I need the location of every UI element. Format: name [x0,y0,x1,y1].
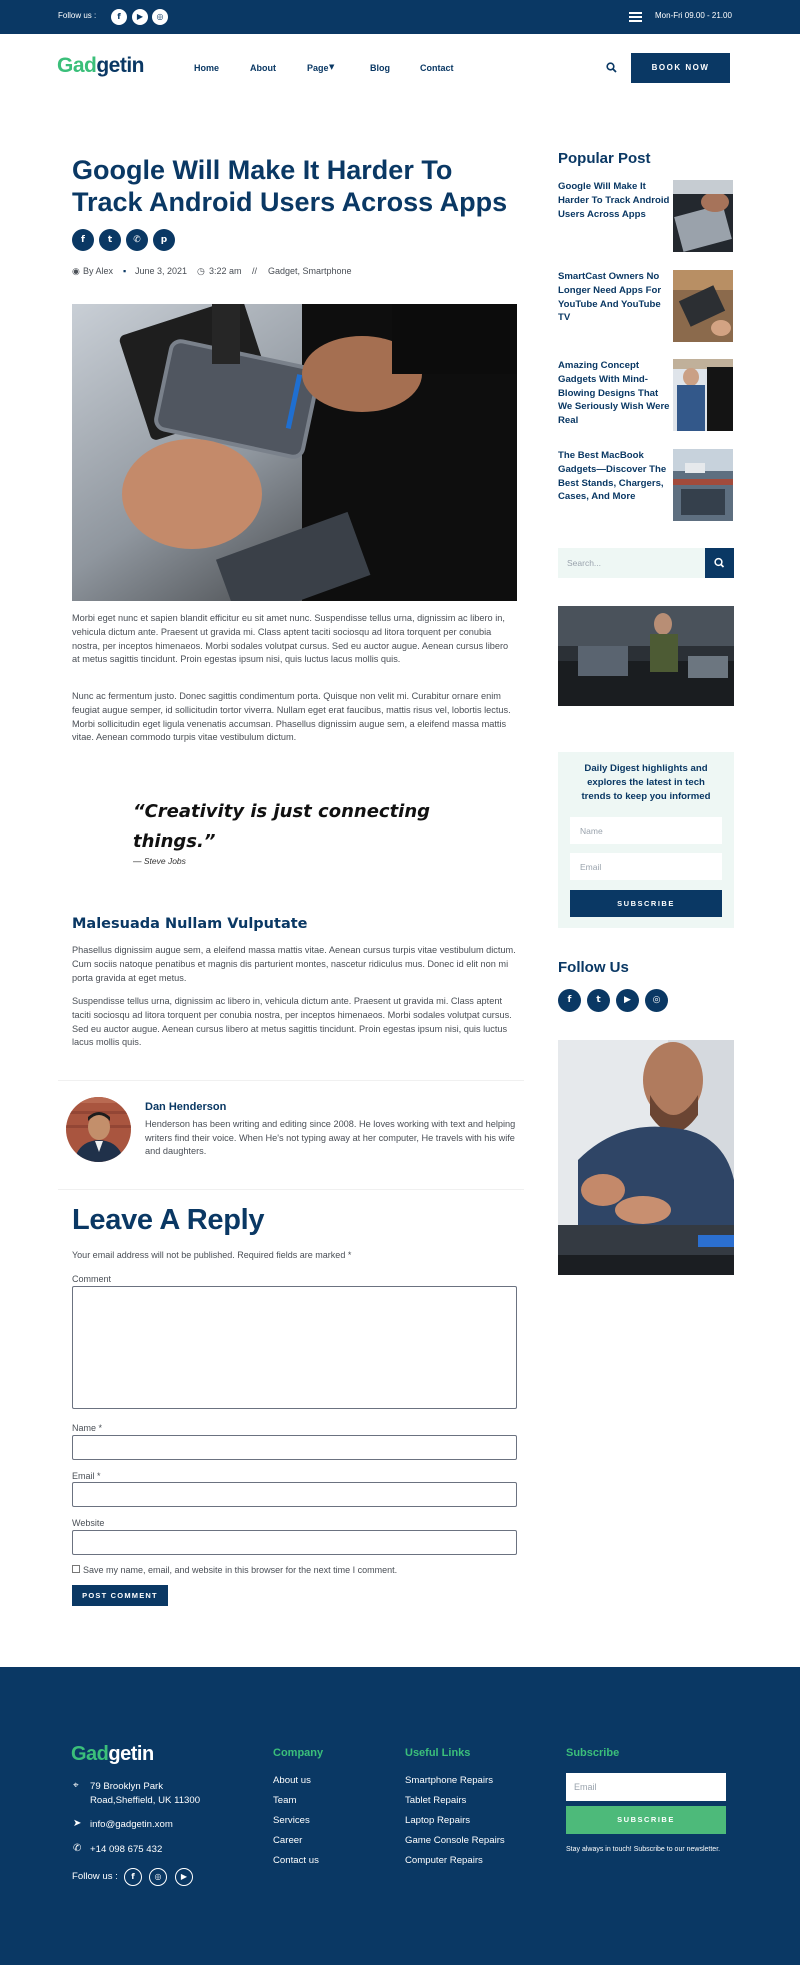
company-heading: Company [273,1747,324,1759]
name-input[interactable] [72,1435,517,1460]
post-paragraph: Phasellus dignissim augue sem, a eleifend massa mattis vitae. Aenean cursus turpis vitae vestibulum dictum. Cum sociis natoque penatibus et magnis dis parturient montes, nascetur ridiculus mus. Donec id elit non mi porta gravida at eget metus. [72,945,516,983]
footer-subscribe-button[interactable]: SUBSCRIBE [566,1806,726,1834]
footer-logo[interactable] [71,1743,154,1766]
name-label: Name * [72,1423,103,1433]
author-name[interactable]: Dan Henderson [145,1101,227,1113]
popular-post-thumbnail[interactable] [673,449,733,521]
footer-follow-label: Follow us : [72,1871,118,1882]
post-paragraph: Suspendisse tellus urna, dignissim ac libero in, vehicula dictum ante. Praesent ut gravida mi. Class aptent taciti sociosqu ad litora torquent per conubia nostra, per inceptos himenaeos. Morbi sodales volutpat cursus. Sed eu auctor augue. Aenean cursus libero at metus sagittis tincidunt. Proin egestas ipsum nisi, quis luctus lacus mollis quis. [72,996,512,1048]
comment-label: Comment [72,1274,112,1284]
sidebar-banner-image [558,606,734,706]
footer-link-team[interactable]: Team [273,1795,297,1806]
send-icon: ➤ [73,1818,82,1829]
post-time: 3:22 am [209,266,242,276]
chevron-down-icon[interactable]: ▼ [329,63,335,71]
top-bar [0,0,800,34]
logo-part-1: Gad [71,1743,109,1765]
user-icon: ◉ [72,266,80,276]
twitter-icon[interactable]: t [99,229,121,251]
footer-email[interactable]: info@gadgetin.xom [90,1819,173,1830]
subscribe-heading: Subscribe [566,1747,620,1759]
post-categories[interactable]: Gadget, Smartphone [268,266,352,276]
facebook-icon[interactable]: f [72,229,94,251]
nav-blog[interactable]: Blog [370,63,390,73]
footer-link-tablet-repairs[interactable]: Tablet Repairs [405,1795,467,1806]
footer-link-computer-repairs[interactable]: Computer Repairs [405,1855,483,1866]
newsletter-subscribe-button[interactable]: SUBSCRIBE [570,890,722,917]
popular-post-title[interactable]: Google Will Make It Harder To Track Android Users Across Apps [558,181,670,220]
save-info-label: Save my name, email, and website in this browser for the next time I comment. [83,1565,398,1575]
footer-address: 79 Brooklyn Park Road,Sheffield, UK 11300 [90,1781,201,1806]
reply-note: Your email address will not be published. Required fields are marked * [72,1250,352,1260]
calendar-icon: ▪ [123,266,127,276]
site-logo[interactable] [57,54,144,78]
pinterest-icon[interactable]: p [153,229,175,251]
whatsapp-icon[interactable]: ✆ [126,229,148,251]
comment-textarea[interactable] [72,1286,517,1409]
facebook-icon[interactable]: f [124,1868,142,1886]
facebook-icon[interactable]: f [558,989,581,1012]
footer-link-game-console-repairs[interactable]: Game Console Repairs [405,1835,505,1846]
popular-post-title[interactable]: Amazing Concept Gadgets With Mind-Blowing Designs That We Seriously Wish Were Real [558,360,670,427]
footer-subscribe-note: Stay always in touch! Subscribe to our newsletter. [566,1846,721,1853]
website-label: Website [72,1518,105,1528]
logo-part-1: Gad [57,54,97,77]
popular-post-title[interactable]: The Best MacBook Gadgets—Discover The Best Stands, Chargers, Cases, And More [558,450,667,503]
footer-phone[interactable]: +14 098 675 432 [90,1844,163,1855]
logo-part-2: getin [108,1743,154,1765]
sidebar-search-button[interactable] [705,548,734,578]
popular-post-thumbnail[interactable] [673,359,733,431]
email-label: Email * [72,1471,101,1481]
twitter-icon[interactable]: t [587,989,610,1012]
post-featured-image [72,304,517,601]
search-icon[interactable] [606,62,617,73]
post-paragraph: Morbi eget nunc et sapien blandit efficitur eu sit amet nunc. Suspendisse tellus urna, dignissim ac libero in, vehicula dictum ante. Praesent ut gravida mi. Class aptent taciti sociosqu ad litora torquent per conubia nostra, per inceptos himenaeos. Morbi sodales volutpat cursus. Sed eu auctor augue. Aenean cursus libero at metus sagittis tincidunt. Proin egestas ipsum nisi, quis luctus lacus mollis quis. [72,613,509,665]
footer-link-services[interactable]: Services [273,1815,310,1826]
follow-label: Follow us : [58,11,97,20]
search-icon [705,548,734,578]
phone-icon: ✆ [73,1843,82,1854]
search-placeholder: Search... [567,558,602,568]
logo-part-2: getin [96,54,145,77]
instagram-icon[interactable]: ◎ [149,1868,167,1886]
newsletter-text: Daily Digest highlights and explores the latest in tech trends to keep you informed [581,763,711,802]
post-author[interactable]: By Alex [83,266,114,276]
follow-us-heading: Follow Us [558,959,629,976]
sidebar-repair-image [558,1040,734,1275]
youtube-icon[interactable]: ▶ [175,1868,193,1886]
popular-post-thumbnail[interactable] [673,180,733,252]
nav-page[interactable]: Page [307,63,329,73]
footer-link-smartphone-repairs[interactable]: Smartphone Repairs [405,1775,493,1786]
post-title: Google Will Make It Harder To Track Android Users Across Apps [72,155,508,217]
useful-links-heading: Useful Links [405,1747,471,1759]
nav-contact[interactable]: Contact [420,63,454,73]
opening-hours: Mon-Fri 09.00 - 21.00 [655,11,732,20]
email-placeholder: Email [580,862,602,872]
facebook-icon[interactable]: f [111,9,127,25]
meta-separator: // [252,266,258,276]
author-avatar [66,1097,131,1162]
youtube-icon[interactable]: ▶ [616,989,639,1012]
reply-title: Leave A Reply [72,1204,265,1236]
footer-email-placeholder: Email [574,1782,597,1792]
section-heading: Malesuada Nullam Vulputate [72,916,308,932]
popular-post-heading: Popular Post [558,150,651,167]
popular-post-thumbnail[interactable] [673,270,733,342]
instagram-icon[interactable]: ◎ [645,989,668,1012]
menu-icon[interactable] [629,12,642,22]
pull-quote: “Creativity is just connecting things.” [133,801,431,852]
instagram-icon[interactable]: ◎ [152,9,168,25]
save-info-checkbox[interactable] [72,1565,80,1573]
post-comment-button[interactable]: POST COMMENT [72,1585,168,1606]
nav-home[interactable]: Home [194,63,220,73]
footer-link-career[interactable]: Career [273,1835,303,1846]
footer-link-laptop-repairs[interactable]: Laptop Repairs [405,1815,471,1826]
footer-link-contact[interactable]: Contact us [273,1855,319,1866]
location-icon: ⌖ [73,1780,79,1791]
nav-about[interactable]: About [250,63,276,73]
youtube-icon[interactable]: ▶ [132,9,148,25]
clock-icon: ◷ [197,266,205,276]
quote-author: — Steve Jobs [133,856,186,866]
footer-link-about[interactable]: About us [273,1775,311,1786]
book-now-button[interactable]: BOOK NOW [631,53,730,83]
website-input[interactable] [72,1530,517,1555]
name-placeholder: Name [580,826,603,836]
popular-post-title[interactable]: SmartCast Owners No Longer Need Apps For YouTube And YouTube TV [558,271,662,324]
post-date[interactable]: June 3, 2021 [135,266,188,276]
email-input[interactable] [72,1482,517,1507]
post-paragraph: Nunc ac fermentum justo. Donec sagittis condimentum porta. Quisque non velit mi. Curabitur ornare enim feugiat augue semper, id sollicitudin tortor viverra. Nullam eget erat faucibus, mattis risus vel, lobortis lectus. Morbi sollicitudin eget ligula venenatis accumsan. Phasellus dignissim augue sem, a eleifend massa mattis vitae. Aenean commodo turpis vitae vestibulum dictum. [72,691,511,743]
author-bio: Henderson has been writing and editing since 2008. He loves working with text and helping writers find their voice. When He's not typing away at her computer, He travels with his wife and daughters. [145,1119,516,1156]
